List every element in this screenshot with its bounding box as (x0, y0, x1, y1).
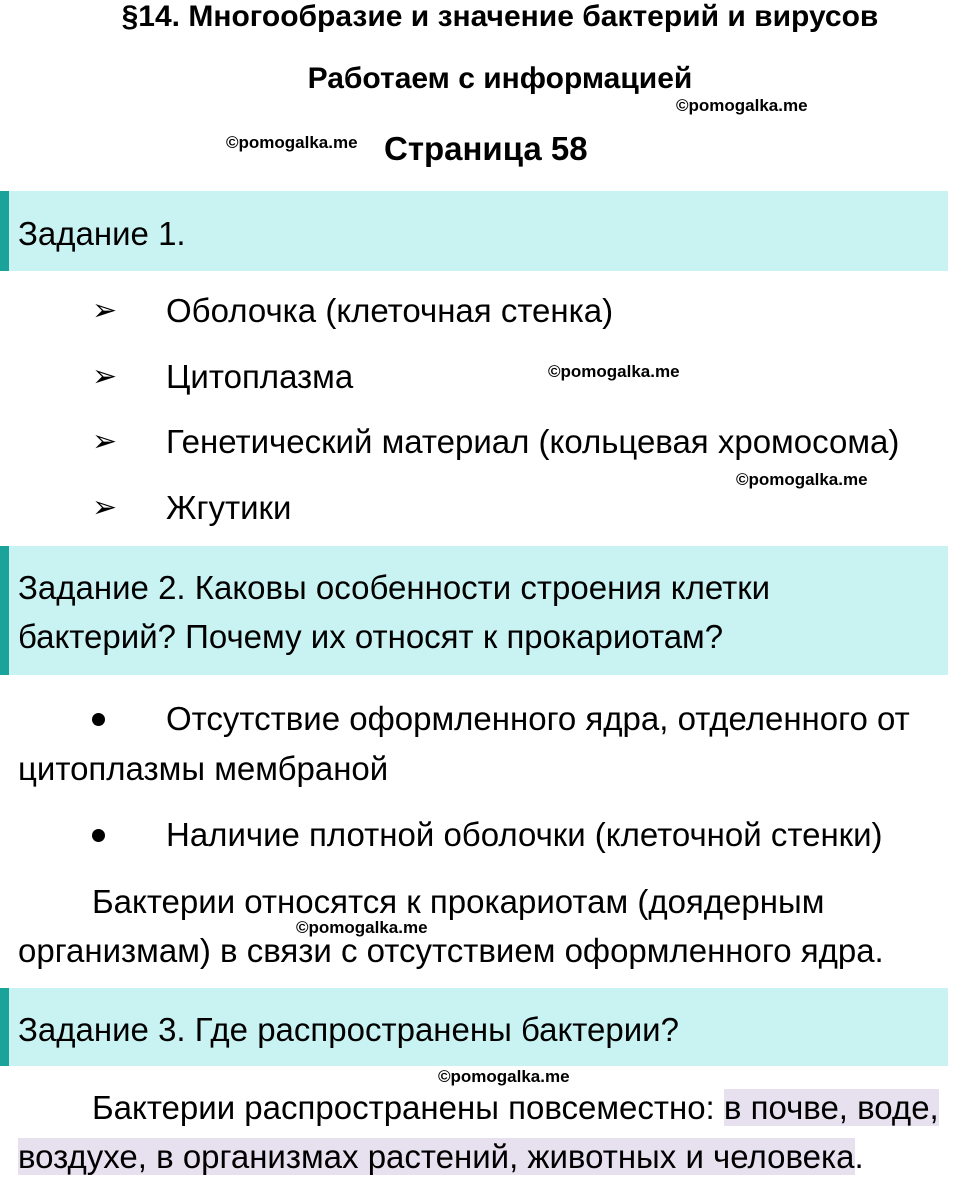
watermark: ©pomogalka.me (296, 918, 428, 937)
task2-paragraph-line1: Бактерии относятся к прокариотам (доядерным (92, 883, 825, 920)
arrow-bullet-icon: ➢ (92, 425, 118, 458)
task2-heading-line2: бактерий? Почему их относят к прокариотам? (18, 618, 724, 655)
task1-item: Оболочка (клеточная стенка) (166, 292, 614, 329)
page-label: Страница 58 (384, 130, 588, 167)
task2-bullet1-line2: цитоплазмы мембраной (18, 750, 389, 787)
task3-answer-end: . (854, 1138, 864, 1175)
task2-paragraph-line2: организмам) в связи с отсутствием оформленного ядра. (18, 932, 884, 969)
task2-bullet2: Наличие плотной оболочки (клеточной стенки) (166, 816, 883, 853)
task3-heading: Задание 3. Где распространены бактерии? (18, 1011, 679, 1048)
task2-bullet1-line1: Отсутствие оформленного ядра, отделенного от (166, 700, 910, 737)
task3-answer-highlight: воздухе, в организмах растений, животных и человека (18, 1138, 855, 1175)
section-title: Работаем с информацией (307, 62, 693, 95)
watermark: ©pomogalka.me (226, 133, 358, 152)
task3-answer-highlight: в почве, воде, (723, 1089, 939, 1126)
task3-answer-line2 (18, 1137, 864, 1177)
task2-heading-line1: Задание 2. Каковы особенности строения клетки (18, 569, 771, 606)
task1-item: Жгутики (166, 489, 292, 526)
bullet-dot-icon (92, 829, 105, 842)
watermark: ©pomogalka.me (548, 362, 680, 381)
watermark: ©pomogalka.me (736, 470, 868, 489)
arrow-bullet-icon: ➢ (92, 491, 118, 524)
watermark: ©pomogalka.me (676, 96, 808, 115)
paragraph-title: §14. Многообразие и значение бактерий и вирусов (121, 0, 879, 33)
task3-answer-prefix: Бактерии распространены повсеместно: (92, 1089, 724, 1126)
task1-item: Генетический материал (кольцевая хромосома) (166, 423, 900, 460)
task1-item: Цитоплазма (166, 358, 354, 395)
task1-heading: Задание 1. (18, 215, 186, 252)
arrow-bullet-icon: ➢ (92, 294, 118, 327)
arrow-bullet-icon: ➢ (92, 360, 118, 393)
watermark: ©pomogalka.me (438, 1067, 570, 1086)
task3-answer-line1 (92, 1088, 939, 1128)
bullet-dot-icon (92, 713, 105, 726)
